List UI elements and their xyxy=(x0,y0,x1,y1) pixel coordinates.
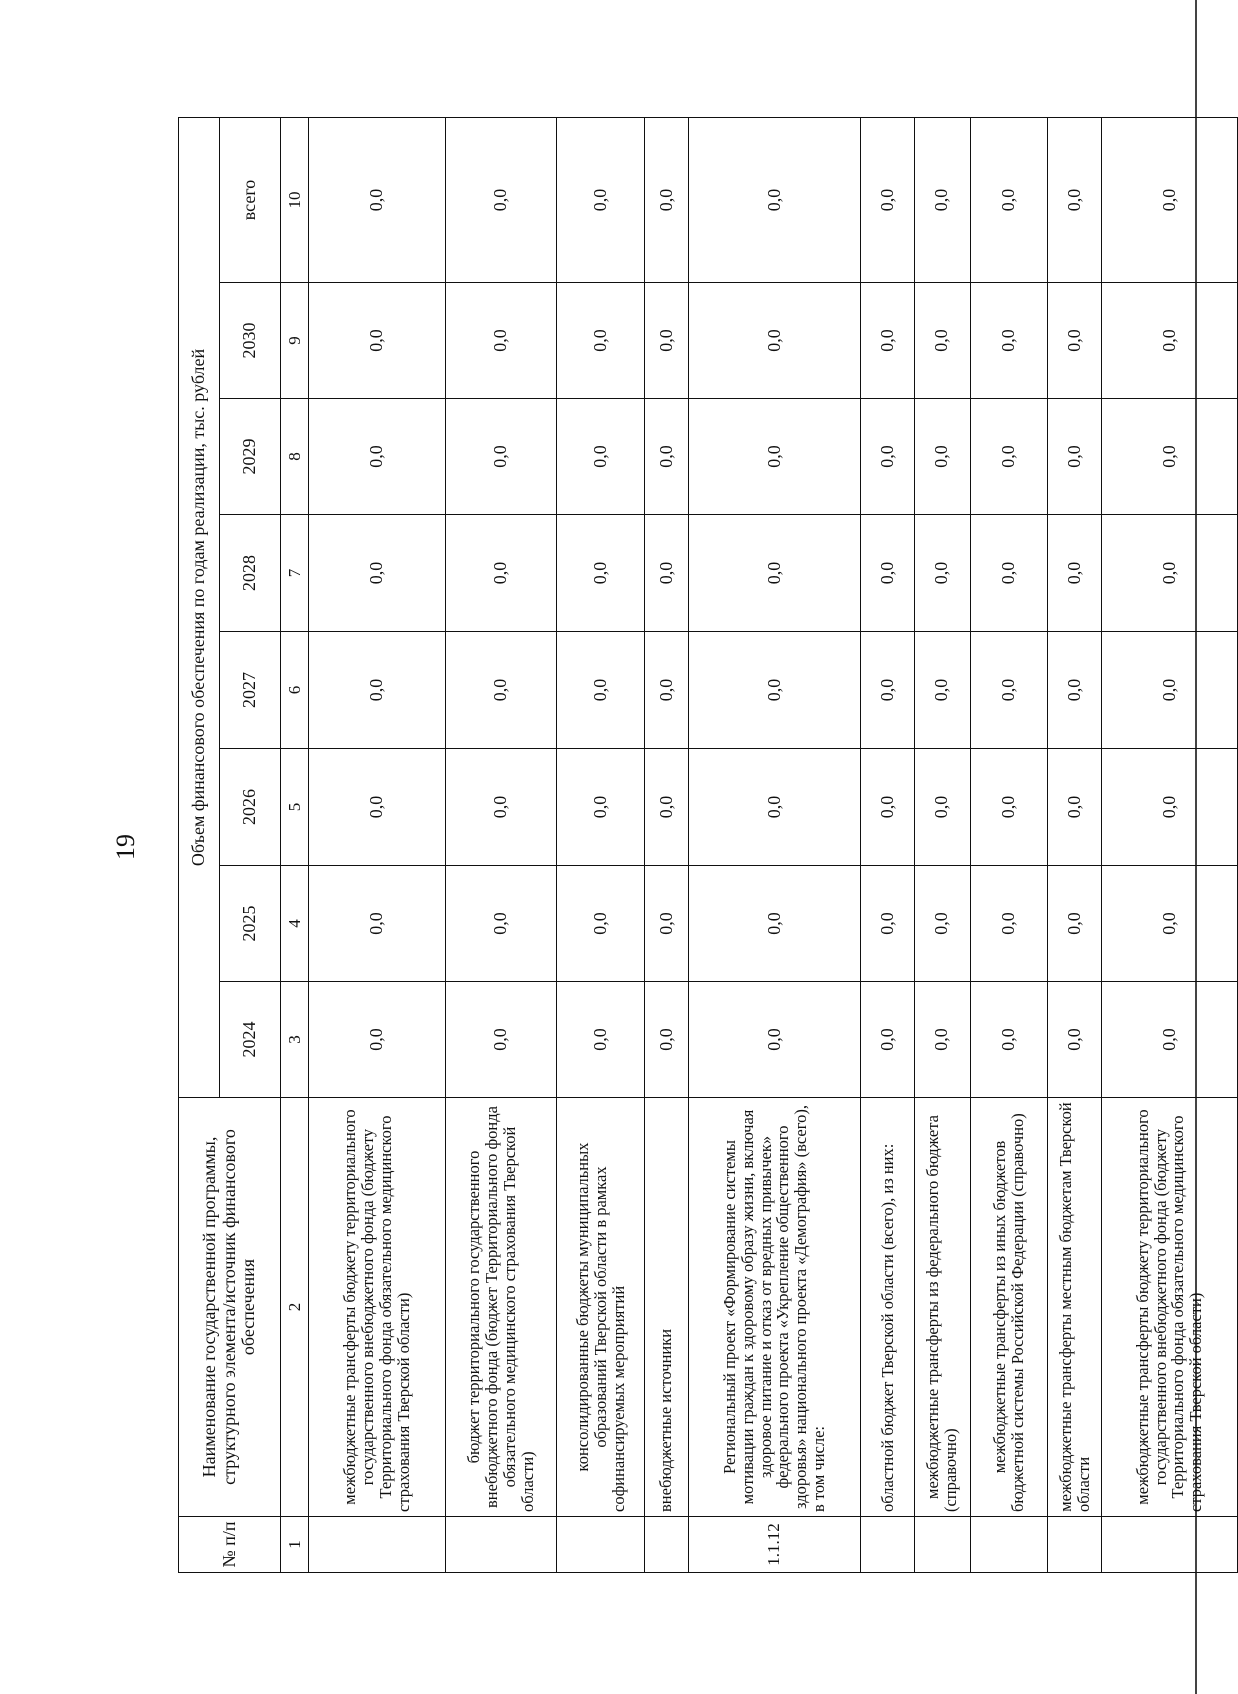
row-year-value: 0,0 xyxy=(688,749,861,866)
row-name: межбюджетные трансферты бюджету территориального государственного внебюджетного фонда (бюджету Территориального фонда обязательного медицинского страхования Тверской области) xyxy=(309,1098,445,1517)
row-total-value: 0,0 xyxy=(970,117,1048,282)
row-total-value: 0,0 xyxy=(644,117,688,282)
row-name: областной бюджет Тверской области (всего), из них: xyxy=(861,1098,914,1517)
row-year-value: 0,0 xyxy=(557,515,645,632)
header-year: 2025 xyxy=(220,866,281,982)
row-year-value: 0,0 xyxy=(1048,749,1101,866)
table-row xyxy=(557,117,645,1572)
table-row xyxy=(644,117,688,1572)
row-year-value: 0,0 xyxy=(445,982,557,1098)
row-name: консолидированные бюджеты муниципальных образований Тверской области в рамках софинансируемых мероприятий xyxy=(557,1098,645,1517)
rotated-table-wrapper xyxy=(178,118,1238,1573)
row-year-value: 0,0 xyxy=(1048,515,1101,632)
row-year-value: 0,0 xyxy=(1101,866,1237,982)
header-year: 2030 xyxy=(220,283,281,399)
row-index xyxy=(1048,1517,1101,1573)
row-name: межбюджетные трансферты из иных бюджетов бюджетной системы Российской Федерации (справочно) xyxy=(970,1098,1048,1517)
row-year-value: 0,0 xyxy=(557,749,645,866)
column-number: 9 xyxy=(281,283,309,399)
row-year-value: 0,0 xyxy=(445,866,557,982)
row-year-value: 0,0 xyxy=(970,515,1048,632)
table-row xyxy=(445,117,557,1572)
header-year: 2024 xyxy=(220,982,281,1098)
column-number: 1 xyxy=(281,1517,309,1573)
row-total-value: 0,0 xyxy=(914,117,970,282)
row-year-value: 0,0 xyxy=(445,749,557,866)
table-row xyxy=(1101,117,1237,1572)
row-year-value: 0,0 xyxy=(309,283,445,399)
row-index xyxy=(861,1517,914,1573)
row-year-value: 0,0 xyxy=(861,632,914,749)
column-number: 3 xyxy=(281,982,309,1098)
row-year-value: 0,0 xyxy=(1101,632,1237,749)
row-year-value: 0,0 xyxy=(914,632,970,749)
header-volume-group: Объем финансового обеспечения по годам реализации, тыс. рублей xyxy=(179,117,220,1097)
row-year-value: 0,0 xyxy=(1048,632,1101,749)
row-year-value: 0,0 xyxy=(970,283,1048,399)
table-row xyxy=(688,117,861,1572)
column-number: 10 xyxy=(281,117,309,282)
row-year-value: 0,0 xyxy=(644,632,688,749)
row-name: Региональный проект «Формирование системы мотивации граждан к здоровому образу жизни, включая здоровое питание и отказ от вредных привычек» федерального проекта «Укрепление общественного здоровья» национального проекта «Демография» (всего), в том числе: xyxy=(688,1098,861,1517)
row-year-value: 0,0 xyxy=(914,749,970,866)
row-year-value: 0,0 xyxy=(557,632,645,749)
row-year-value: 0,0 xyxy=(309,749,445,866)
row-total-value: 0,0 xyxy=(557,117,645,282)
row-year-value: 0,0 xyxy=(914,982,970,1098)
row-index xyxy=(644,1517,688,1573)
row-name: бюджет территориального государственного внебюджетного фонда (бюджет Территориального фонда обязательного медицинского страхования Тверской области) xyxy=(445,1098,557,1517)
row-year-value: 0,0 xyxy=(688,515,861,632)
header-total: всего xyxy=(220,117,281,282)
page-number: 19 xyxy=(111,834,140,860)
header-no: № п/п xyxy=(179,1517,281,1573)
column-number: 2 xyxy=(281,1098,309,1517)
header-year: 2027 xyxy=(220,632,281,749)
column-number: 8 xyxy=(281,399,309,515)
row-index: 1.1.12 xyxy=(688,1517,861,1573)
column-number: 7 xyxy=(281,515,309,632)
row-year-value: 0,0 xyxy=(309,632,445,749)
row-year-value: 0,0 xyxy=(1048,283,1101,399)
row-year-value: 0,0 xyxy=(688,982,861,1098)
row-index xyxy=(445,1517,557,1573)
column-number: 4 xyxy=(281,866,309,982)
row-total-value: 0,0 xyxy=(861,117,914,282)
header-year: 2029 xyxy=(220,399,281,515)
row-year-value: 0,0 xyxy=(914,866,970,982)
row-year-value: 0,0 xyxy=(914,515,970,632)
row-year-value: 0,0 xyxy=(445,283,557,399)
row-year-value: 0,0 xyxy=(644,515,688,632)
row-year-value: 0,0 xyxy=(688,866,861,982)
row-year-value: 0,0 xyxy=(861,866,914,982)
row-year-value: 0,0 xyxy=(309,982,445,1098)
row-total-value: 0,0 xyxy=(1048,117,1101,282)
header-row-top xyxy=(179,117,220,1572)
header-year: 2026 xyxy=(220,749,281,866)
row-name: межбюджетные трансферты местным бюджетам Тверской области xyxy=(1048,1098,1101,1517)
row-year-value: 0,0 xyxy=(644,982,688,1098)
row-year-value: 0,0 xyxy=(861,749,914,866)
row-year-value: 0,0 xyxy=(970,866,1048,982)
row-year-value: 0,0 xyxy=(1048,982,1101,1098)
row-total-value: 0,0 xyxy=(1101,117,1237,282)
row-year-value: 0,0 xyxy=(688,632,861,749)
column-numbers-row xyxy=(281,117,309,1572)
row-year-value: 0,0 xyxy=(688,283,861,399)
row-year-value: 0,0 xyxy=(861,515,914,632)
row-index xyxy=(309,1517,445,1573)
row-year-value: 0,0 xyxy=(644,749,688,866)
row-year-value: 0,0 xyxy=(1101,515,1237,632)
row-year-value: 0,0 xyxy=(644,283,688,399)
row-index xyxy=(970,1517,1048,1573)
row-year-value: 0,0 xyxy=(1048,399,1101,515)
row-year-value: 0,0 xyxy=(1048,866,1101,982)
row-name: межбюджетные трансферты бюджету территориального государственного внебюджетного фонда (бюджету Территориального фонда обязательного медицинского страхования Тверской области) xyxy=(1101,1098,1237,1517)
row-year-value: 0,0 xyxy=(644,399,688,515)
row-year-value: 0,0 xyxy=(861,399,914,515)
row-name: внебюджетные источники xyxy=(644,1098,688,1517)
row-year-value: 0,0 xyxy=(445,632,557,749)
row-year-value: 0,0 xyxy=(914,283,970,399)
row-year-value: 0,0 xyxy=(970,399,1048,515)
row-index xyxy=(1101,1517,1237,1573)
row-year-value: 0,0 xyxy=(1101,982,1237,1098)
row-year-value: 0,0 xyxy=(861,283,914,399)
table-row xyxy=(914,117,970,1572)
row-year-value: 0,0 xyxy=(445,399,557,515)
table-row xyxy=(861,117,914,1572)
table-row xyxy=(309,117,445,1572)
table-row xyxy=(970,117,1048,1572)
row-index xyxy=(557,1517,645,1573)
row-year-value: 0,0 xyxy=(688,399,861,515)
financing-table xyxy=(178,117,1238,1573)
row-total-value: 0,0 xyxy=(688,117,861,282)
row-year-value: 0,0 xyxy=(644,866,688,982)
row-year-value: 0,0 xyxy=(309,399,445,515)
row-year-value: 0,0 xyxy=(309,866,445,982)
row-year-value: 0,0 xyxy=(1101,283,1237,399)
header-year: 2028 xyxy=(220,515,281,632)
row-year-value: 0,0 xyxy=(1101,749,1237,866)
row-year-value: 0,0 xyxy=(1101,399,1237,515)
column-number: 6 xyxy=(281,632,309,749)
row-year-value: 0,0 xyxy=(557,866,645,982)
row-name: межбюджетные трансферты из федерального бюджета (справочно) xyxy=(914,1098,970,1517)
row-year-value: 0,0 xyxy=(557,982,645,1098)
column-number: 5 xyxy=(281,749,309,866)
row-total-value: 0,0 xyxy=(445,117,557,282)
row-year-value: 0,0 xyxy=(914,399,970,515)
row-total-value: 0,0 xyxy=(309,117,445,282)
row-year-value: 0,0 xyxy=(970,749,1048,866)
row-year-value: 0,0 xyxy=(970,982,1048,1098)
table-row xyxy=(1048,117,1101,1572)
row-year-value: 0,0 xyxy=(557,399,645,515)
row-year-value: 0,0 xyxy=(861,982,914,1098)
row-index xyxy=(914,1517,970,1573)
header-name: Наименование государственной программы, структурного элемента/источник финансового обеспечения xyxy=(179,1098,281,1517)
row-year-value: 0,0 xyxy=(309,515,445,632)
row-year-value: 0,0 xyxy=(445,515,557,632)
row-year-value: 0,0 xyxy=(557,283,645,399)
table-body xyxy=(309,117,1238,1572)
row-year-value: 0,0 xyxy=(970,632,1048,749)
